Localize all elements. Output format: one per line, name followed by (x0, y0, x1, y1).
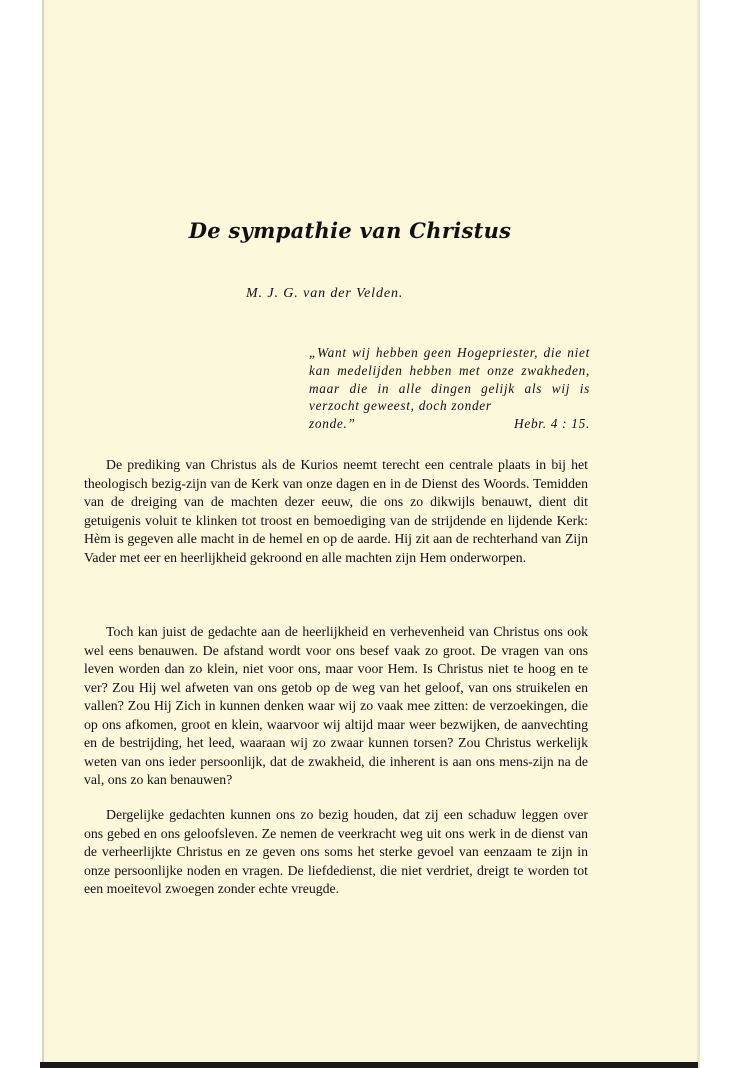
epigraph-reference-line (309, 415, 590, 433)
epigraph-last-word: zonde.” (309, 416, 356, 432)
epigraph (309, 344, 590, 433)
paragraph-text: De prediking van Christus als de Kurios neemt terecht een centrale plaats in bij het theologisch bezig-zijn van de Kerk van onze dagen en in de Dienst des Woords. Temidden van de dreiging van de machten dezer eeuw, die ons zo dikwijls benauwt, dient dit getuigenis voluit te klinken tot troost en bemoediging van de strijdende en lijdende Kerk: Hèm is gegeven alle macht in de hemel en op de aarde. Hij zit aan de rechterhand van Zijn Vader met eer en heerlijkheid gekroond en alle machten zijn Hem onderworpen. (84, 457, 588, 565)
page-edge (697, 0, 700, 1068)
paragraph-text: Dergelijke gedachten kunnen ons zo bezig houden, dat zij een schaduw leggen over ons gebed en ons geloofsleven. Ze nemen de veerkracht weg uit ons werk in de dienst van de verheerlijkte Christus en ze geven ons soms het sterke gevoel van eenzaam te zijn in onze persoonlijke noden en vragen. De liefdedienst, die niet verdriet, dreigt te worden tot een moeitevol zwoegen zonder echte vreugde. (84, 807, 588, 896)
bottom-border (40, 1062, 698, 1068)
article-author: M. J. G. van der Velden. (246, 286, 404, 301)
article-title: De sympathie van Christus (188, 218, 512, 243)
body-paragraph-3 (84, 806, 588, 899)
epigraph-text: „Want wij hebben geen Hogepriester, die niet kan medelijden hebben met onze zwakheden, maar die in alle dingen gelijk als wij is verzocht geweest, doch zonder (309, 345, 590, 414)
body-paragraph-1 (84, 456, 588, 567)
epigraph-reference: Hebr. 4 : 15. (514, 416, 590, 432)
body-paragraph-2 (84, 623, 588, 790)
paragraph-text: Toch kan juist de gedachte aan de heerlijkheid en verhevenheid van Christus ons ook wel eens benauwen. De afstand wordt voor ons besef vaak zo groot. De vragen van ons leven worden dan zo klein, niet voor ons, maar voor Hem. Is Christus niet te hoog en te ver? Zou Hij wel afweten van ons getob op de weg van het geloof, van ons struikelen en vallen? Zou Hij Zich in kunnen denken waar wij zo vaak mee zitten: de verzoekingen, die op ons afkomen, groot en klein, waarvoor wij altijd maar weer bezwijken, de aanvechting en de bestrijding, het leed, waaraan wij zo zwaar kunnen torsen? Zou Christus werkelijk weten van ons ieder persoonlijk, dat de zwakheid, die inherent is aan ons mens-zijn na de val, ons zo kan benauwen? (84, 624, 588, 787)
